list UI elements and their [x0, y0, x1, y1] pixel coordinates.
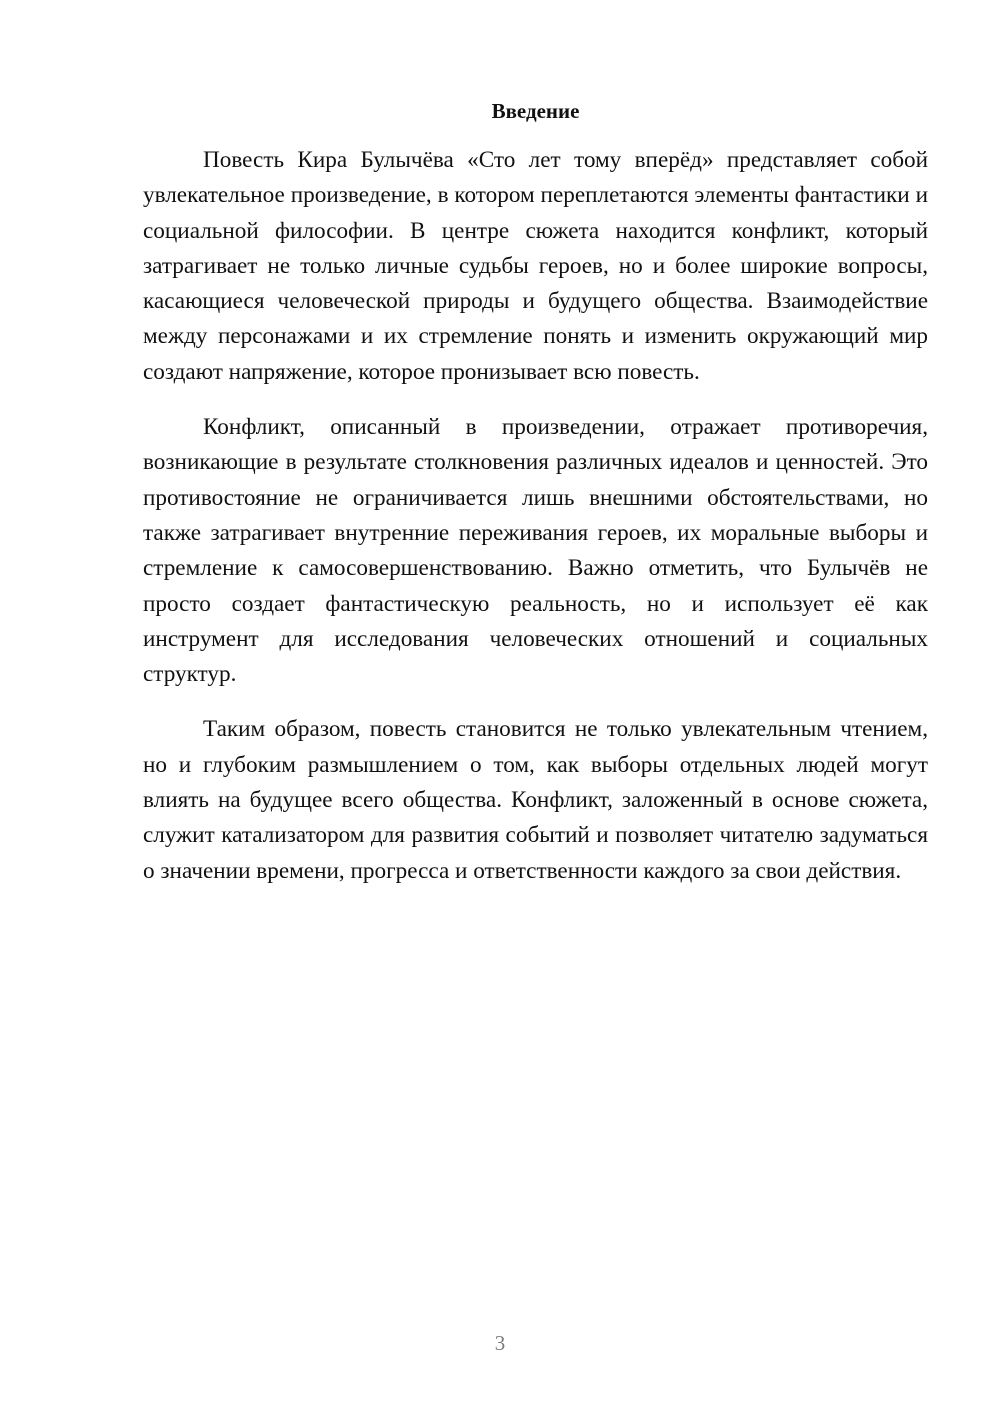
section-title: Введение: [491, 99, 580, 123]
page-number: 3: [494, 1331, 506, 1355]
paragraph-2: Конфликт, описанный в произведении, отражает противоречия, возникающие в результате столкновения различных идеалов и ценностей. Это противостояние не ограничивается лишь внешними обстоятельствами, но также затрагивает внутренние переживания героев, их моральные выборы и стремление к самосовершенствованию. Важно отметить, что Булычёв не просто создает фантастическую реальность, но и использует её как инструмент для исследования человеческих отношений и социальных структур.: [143, 414, 928, 688]
text-column: [143, 96, 928, 909]
paragraph-1: Повесть Кира Булычёва «Сто лет тому вперёд» представляет собой увлекательное произведение, в котором переплетаются элементы фантастики и социальной философии. В центре сюжета находится конфликт, который затрагивает не только личные судьбы героев, но и более широкие вопросы, касающиеся человеческой природы и будущего общества. Взаимодействие между персонажами и их стремление понять и изменить окружающий мир создают напряжение, которое пронизывает всю повесть.: [143, 147, 928, 385]
paragraph-3: Таким образом, повесть становится не только увлекательным чтением, но и глубоким размышлением о том, как выборы отдельных людей могут влиять на будущее всего общества. Конфликт, заложенный в основе сюжета, служит катализатором для развития событий и позволяет читателю задуматься о значении времени, прогресса и ответственности каждого за свои действия.: [143, 716, 928, 884]
